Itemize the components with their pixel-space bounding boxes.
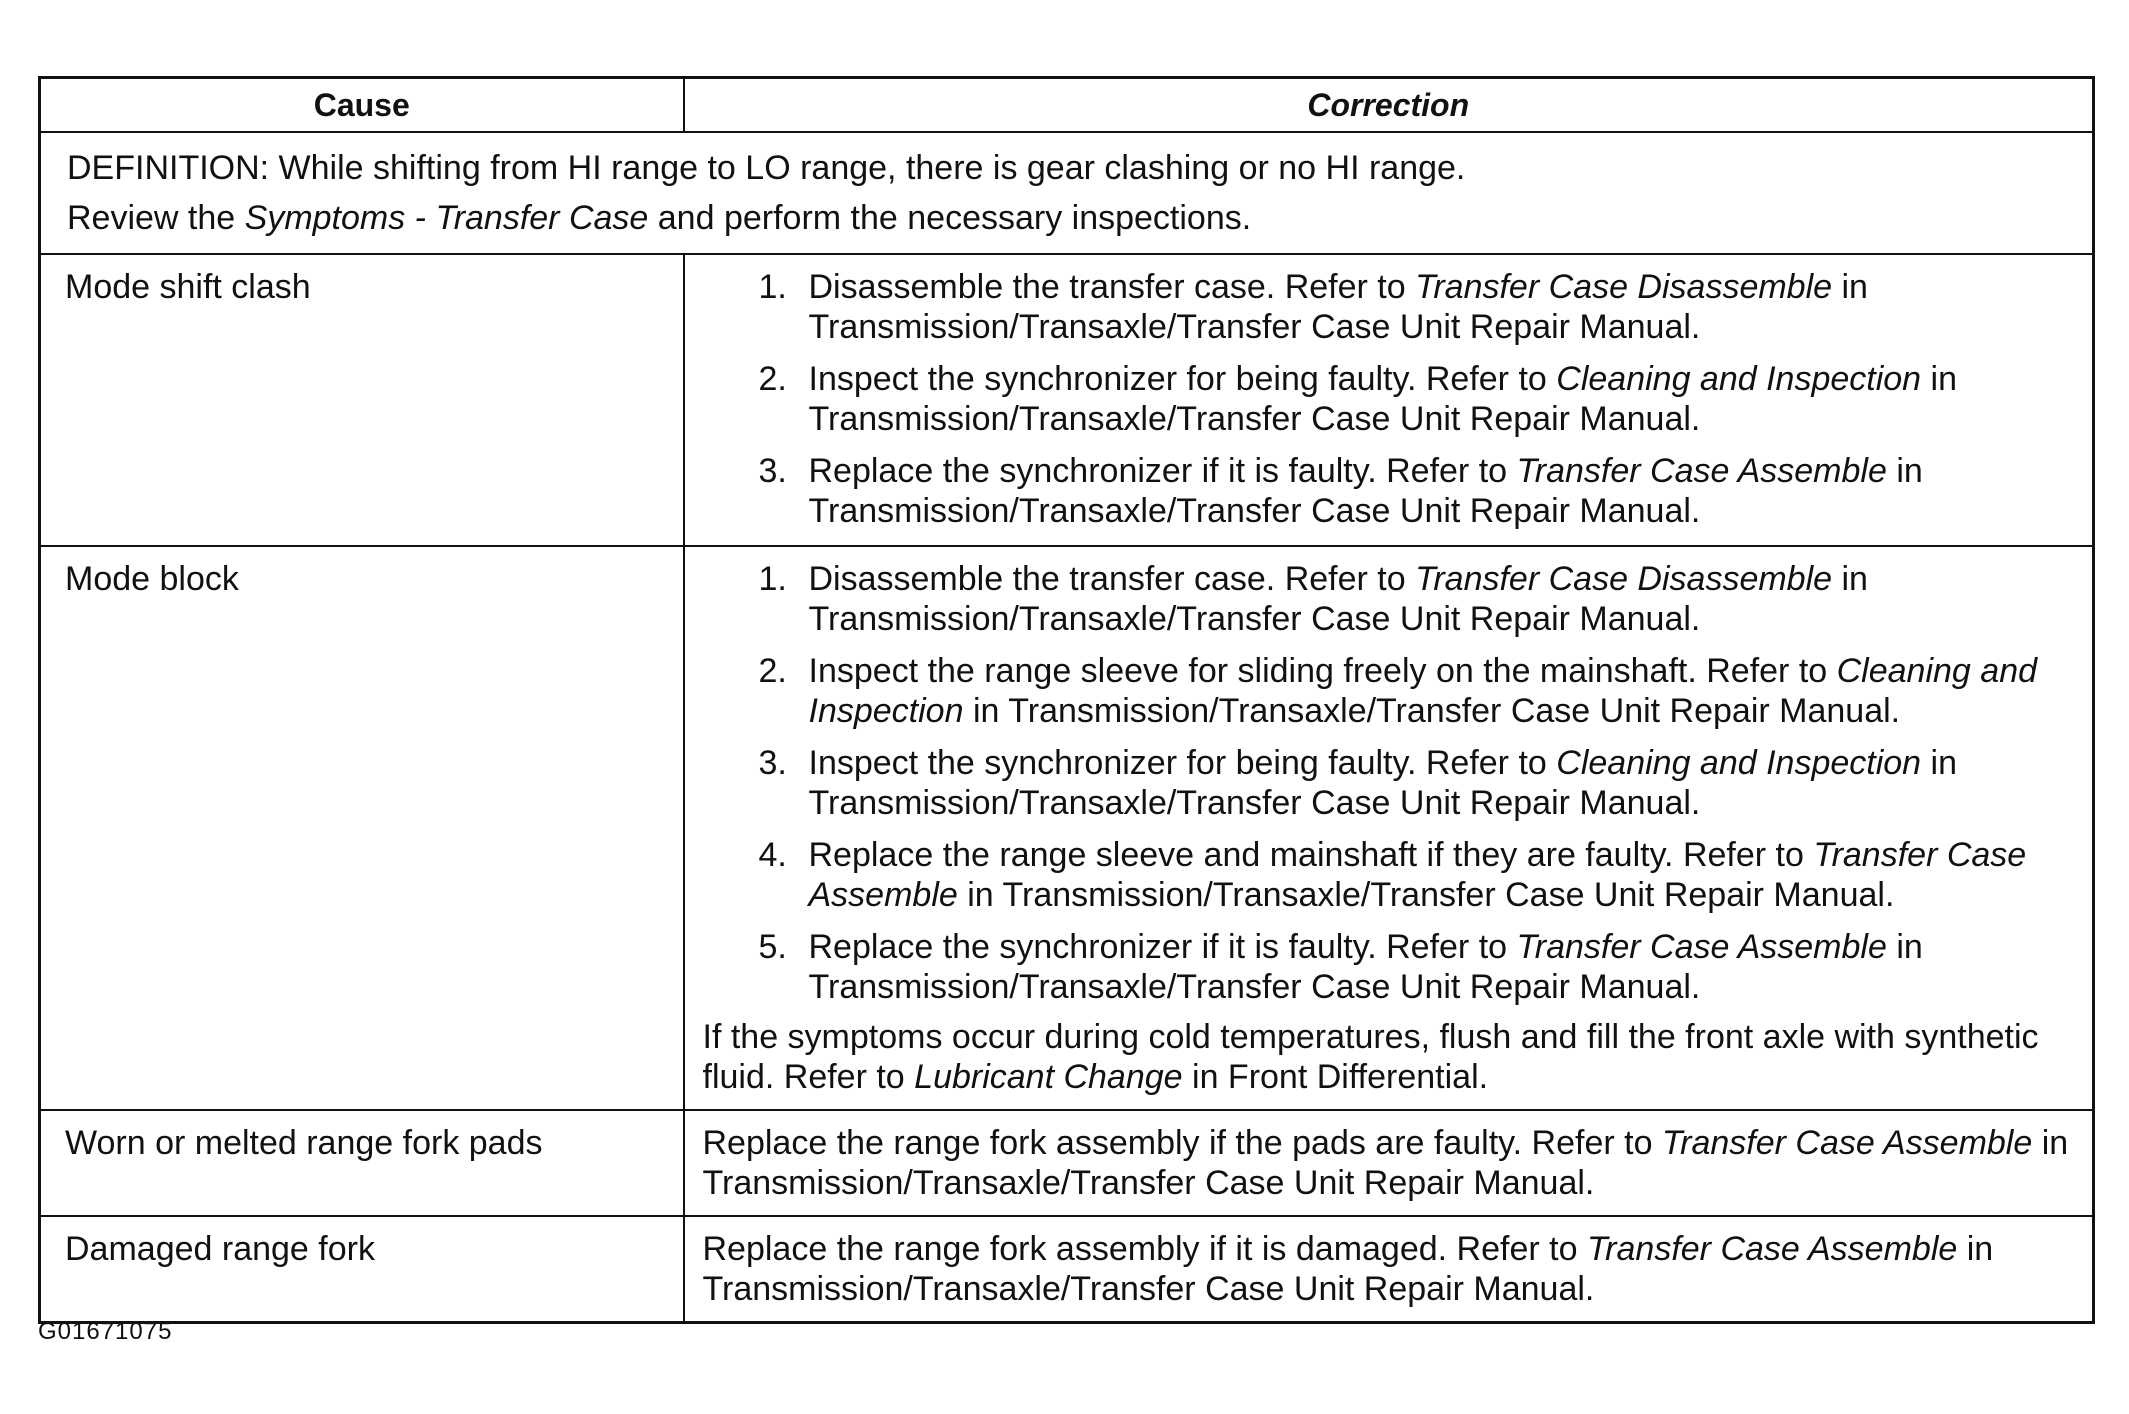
- manual-reference: Transfer Case Disassemble: [1415, 268, 1833, 306]
- note-text-suffix: in Front Differential.: [1182, 1058, 1489, 1096]
- table-row: [40, 254, 2094, 546]
- correction-steps: [703, 267, 2073, 531]
- manual-reference: Transfer Case Assemble: [1516, 452, 1887, 490]
- step-text: Replace the synchronizer if it is faulty. Refer to: [808, 452, 1517, 490]
- correction-steps: [703, 559, 2073, 1007]
- manual-reference: Lubricant Change: [914, 1058, 1183, 1096]
- manual-reference: Transfer Case Assemble: [1516, 928, 1887, 966]
- step-number: 5.: [758, 928, 787, 966]
- step-text: Inspect the synchronizer for being faulty. Refer to: [808, 744, 1557, 782]
- cause-cell: Mode block: [40, 546, 684, 1110]
- correction-cell: [684, 546, 2094, 1110]
- correction-cell: [684, 1110, 2094, 1216]
- note-text: If the symptoms occur during cold temperatures, flush and fill the front axle with synthetic fluid. Refer to: [702, 1018, 2039, 1096]
- step-text-suffix: in Transmission/Transaxle/Transfer Case Unit Repair Manual.: [808, 452, 1923, 530]
- correction-step: [759, 267, 2073, 347]
- step-number: 4.: [758, 836, 787, 874]
- correction-text: Replace the range fork assembly if the pads are faulty. Refer to: [702, 1124, 1662, 1162]
- step-number: 3.: [758, 452, 787, 490]
- step-text-suffix: in Transmission/Transaxle/Transfer Case Unit Repair Manual.: [808, 560, 1868, 638]
- step-number: 2.: [758, 652, 787, 690]
- correction-step: [759, 743, 2073, 823]
- correction-cell: [684, 1216, 2094, 1323]
- cause-header: Cause: [40, 78, 684, 133]
- correction-step: [759, 927, 2073, 1007]
- correction-step: [759, 451, 2073, 531]
- manual-reference: Transfer Case Assemble: [1586, 1230, 1958, 1268]
- step-text-suffix: in Transmission/Transaxle/Transfer Case Unit Repair Manual.: [808, 360, 1958, 438]
- header-row: [40, 78, 2094, 133]
- correction-cell: [684, 254, 2094, 546]
- step-text: Replace the synchronizer if it is faulty. Refer to: [808, 928, 1517, 966]
- step-text: Inspect the range sleeve for sliding freely on the mainshaft. Refer to: [808, 652, 1837, 690]
- symptoms-reference: Symptoms - Transfer Case: [244, 199, 649, 237]
- step-number: 2.: [758, 360, 787, 398]
- cause-cell: Damaged range fork: [40, 1216, 684, 1323]
- manual-reference: Cleaning and Inspection: [1556, 744, 1922, 782]
- review-prefix: Review the: [67, 199, 245, 237]
- step-text-suffix: in Transmission/Transaxle/Transfer Case Unit Repair Manual.: [957, 876, 1895, 914]
- step-text: Disassemble the transfer case. Refer to: [808, 268, 1416, 306]
- definition-cell: [40, 132, 2094, 254]
- step-text: Inspect the synchronizer for being faulty. Refer to: [808, 360, 1557, 398]
- step-text: Replace the range sleeve and mainshaft if they are faulty. Refer to: [808, 836, 1814, 874]
- correction-step: [759, 359, 2073, 439]
- manual-reference: Cleaning and Inspection: [808, 652, 2038, 730]
- correction-header: Correction: [684, 78, 2094, 133]
- step-text-suffix: in Transmission/Transaxle/Transfer Case Unit Repair Manual.: [808, 268, 1868, 346]
- step-number: 1.: [758, 560, 787, 598]
- step-text-suffix: in Transmission/Transaxle/Transfer Case Unit Repair Manual.: [808, 928, 1923, 1006]
- manual-reference: Transfer Case Assemble: [808, 836, 2027, 914]
- review-text: [67, 193, 2066, 243]
- correction-step: [759, 559, 2073, 639]
- review-suffix: and perform the necessary inspections.: [648, 199, 1252, 237]
- cause-cell: Mode shift clash: [40, 254, 684, 546]
- definition-row: [40, 132, 2094, 254]
- manual-reference: Transfer Case Disassemble: [1415, 560, 1833, 598]
- figure-id: G01671075: [38, 1318, 173, 1345]
- cause-cell: Worn or melted range fork pads: [40, 1110, 684, 1216]
- definition-text: DEFINITION: While shifting from HI range to LO range, there is gear clashing or no HI range.: [67, 149, 1466, 187]
- correction-text-suffix: in Transmission/Transaxle/Transfer Case Unit Repair Manual.: [702, 1230, 1994, 1308]
- step-text-suffix: in Transmission/Transaxle/Transfer Case Unit Repair Manual.: [808, 744, 1958, 822]
- cold-temperature-note: [703, 1017, 2073, 1097]
- manual-reference: Transfer Case Assemble: [1661, 1124, 2033, 1162]
- table-row: [40, 1216, 2094, 1323]
- table-row: [40, 1110, 2094, 1216]
- step-number: 3.: [758, 744, 787, 782]
- manual-reference: Cleaning and Inspection: [1556, 360, 1922, 398]
- correction-text: Replace the range fork assembly if it is damaged. Refer to: [702, 1230, 1587, 1268]
- diagnostic-table: [38, 76, 2095, 1324]
- table-row: [40, 546, 2094, 1110]
- correction-step: [759, 651, 2073, 731]
- correction-text-suffix: in Transmission/Transaxle/Transfer Case Unit Repair Manual.: [702, 1124, 2069, 1202]
- step-text-suffix: in Transmission/Transaxle/Transfer Case Unit Repair Manual.: [963, 692, 1901, 730]
- correction-step: [759, 835, 2073, 915]
- step-text: Disassemble the transfer case. Refer to: [808, 560, 1416, 598]
- step-number: 1.: [758, 268, 787, 306]
